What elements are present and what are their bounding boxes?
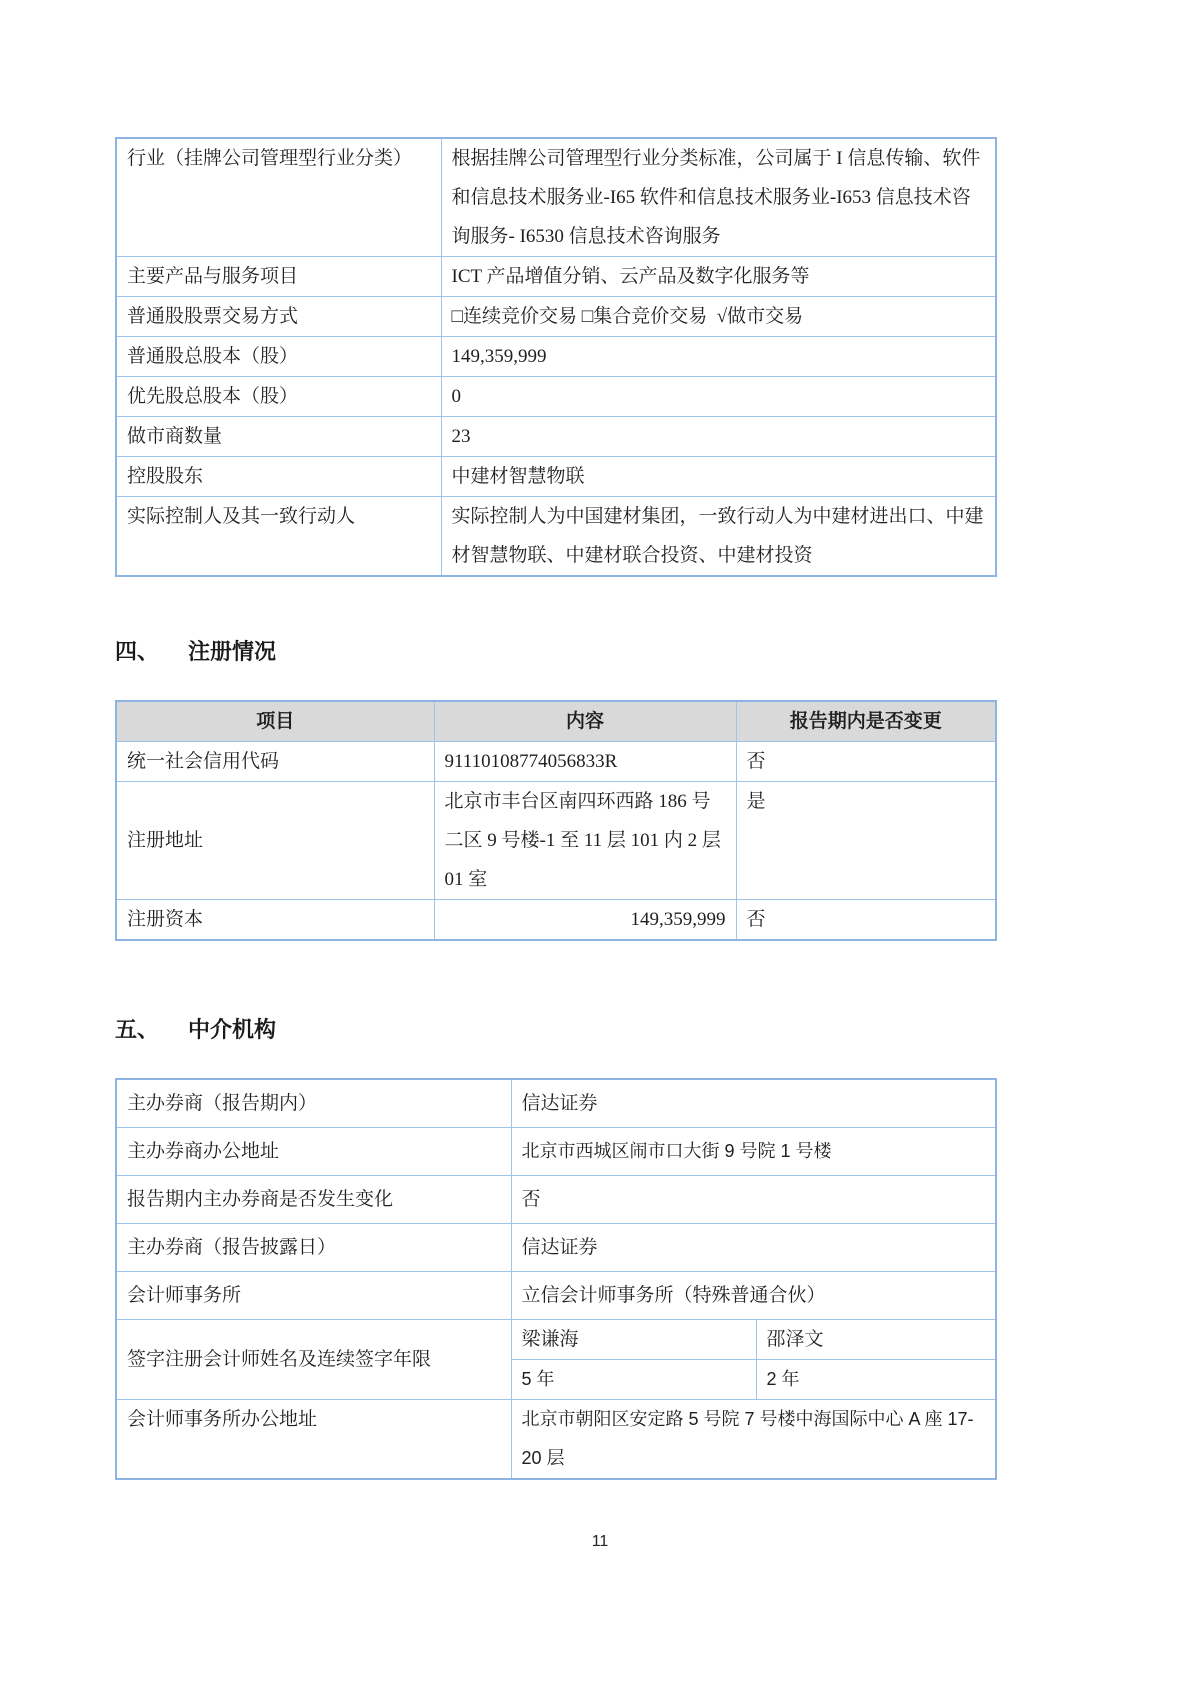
accountant-years-cell: 5 年 — [511, 1360, 756, 1400]
registration-table — [115, 700, 997, 941]
table-row — [116, 1176, 996, 1224]
row-content-cell: 149,359,999 — [434, 900, 736, 941]
row-label-cell: 主要产品与服务项目 — [116, 257, 441, 297]
row-label-cell: 签字注册会计师姓名及连续签字年限 — [116, 1320, 511, 1400]
row-label-cell: 报告期内主办券商是否发生变化 — [116, 1176, 511, 1224]
row-label-cell: 主办券商（报告披露日） — [116, 1224, 511, 1272]
table-row — [116, 1400, 996, 1480]
table-row — [116, 497, 996, 577]
row-label-cell: 普通股总股本（股） — [116, 337, 441, 377]
table-row — [116, 1272, 996, 1320]
company-overview-table — [115, 137, 997, 577]
intermediaries-table — [115, 1078, 997, 1480]
row-label-cell: 控股股东 — [116, 457, 441, 497]
row-value-cell: ICT 产品增值分销、云产品及数字化服务等 — [441, 257, 996, 297]
row-item-cell: 注册资本 — [116, 900, 434, 941]
section-4-title: 注册情况 — [188, 639, 277, 664]
header-changed: 报告期内是否变更 — [736, 701, 996, 742]
section-5-title: 中介机构 — [188, 1017, 277, 1042]
row-value-cell: 北京市朝阳区安定路 5 号院 7 号楼中海国际中心 A 座 17-20 层 — [511, 1400, 996, 1480]
row-changed-cell: 是 — [736, 782, 996, 900]
row-value-cell: 否 — [511, 1176, 996, 1224]
row-label-cell: 主办券商办公地址 — [116, 1128, 511, 1176]
header-item: 项目 — [116, 701, 434, 742]
table-row — [116, 900, 996, 941]
row-content-cell: 北京市丰台区南四环西路 186 号二区 9 号楼-1 至 11 层 101 内 2 层 01 室 — [434, 782, 736, 900]
table-header-row — [116, 701, 996, 742]
row-label-cell: 主办券商（报告期内） — [116, 1079, 511, 1128]
row-item-cell: 统一社会信用代码 — [116, 742, 434, 782]
table-row — [116, 297, 996, 337]
row-value-cell: 149,359,999 — [441, 337, 996, 377]
row-value-cell: 北京市西城区闹市口大街 9 号院 1 号楼 — [511, 1128, 996, 1176]
row-value-cell: 中建材智慧物联 — [441, 457, 996, 497]
section-5-number: 五、 — [115, 1017, 160, 1042]
table-row — [116, 417, 996, 457]
row-changed-cell: 否 — [736, 900, 996, 941]
row-label-cell: 做市商数量 — [116, 417, 441, 457]
table-row — [116, 742, 996, 782]
table-row — [116, 138, 996, 257]
page-number: 11 — [591, 1533, 609, 1550]
accountant-name-cell: 梁谦海 — [511, 1320, 756, 1360]
table-row — [116, 1224, 996, 1272]
table-row — [116, 1079, 996, 1128]
section-4-heading — [115, 635, 1085, 666]
table-row — [116, 782, 996, 900]
row-value-cell: 立信会计师事务所（特殊普通合伙） — [511, 1272, 996, 1320]
table-row — [116, 337, 996, 377]
row-label-cell: 行业（挂牌公司管理型行业分类） — [116, 138, 441, 257]
row-content-cell: 91110108774056833R — [434, 742, 736, 782]
table-row — [116, 257, 996, 297]
row-value-cell: 信达证券 — [511, 1079, 996, 1128]
accountant-name-cell: 邵泽文 — [756, 1320, 996, 1360]
table-row — [116, 1320, 996, 1360]
row-value-cell: 23 — [441, 417, 996, 457]
row-label-cell: 实际控制人及其一致行动人 — [116, 497, 441, 577]
table-row — [116, 457, 996, 497]
row-label-cell: 普通股股票交易方式 — [116, 297, 441, 337]
row-item-cell: 注册地址 — [116, 782, 434, 900]
row-value-cell trading-method-cell: □连续竞价交易 □集合竞价交易 √做市交易 — [441, 297, 996, 337]
row-changed-cell: 否 — [736, 742, 996, 782]
row-value-cell: 信达证券 — [511, 1224, 996, 1272]
row-label-cell: 会计师事务所 — [116, 1272, 511, 1320]
accountant-years-cell: 2 年 — [756, 1360, 996, 1400]
row-value-cell: 实际控制人为中国建材集团，一致行动人为中建材进出口、中建材智慧物联、中建材联合投资、中建材投资 — [441, 497, 996, 577]
row-value-cell: 根据挂牌公司管理型行业分类标准，公司属于 I 信息传输、软件和信息技术服务业-I65 软件和信息技术服务业-I653 信息技术咨询服务- I6530 信息技术咨询服务 — [441, 138, 996, 257]
row-label-cell: 优先股总股本（股） — [116, 377, 441, 417]
section-5-heading — [115, 1013, 1085, 1044]
row-value-cell: 0 — [441, 377, 996, 417]
row-label-cell: 会计师事务所办公地址 — [116, 1400, 511, 1480]
table-row — [116, 377, 996, 417]
header-content: 内容 — [434, 701, 736, 742]
table-row — [116, 1128, 996, 1176]
section-4-number: 四、 — [115, 639, 160, 664]
